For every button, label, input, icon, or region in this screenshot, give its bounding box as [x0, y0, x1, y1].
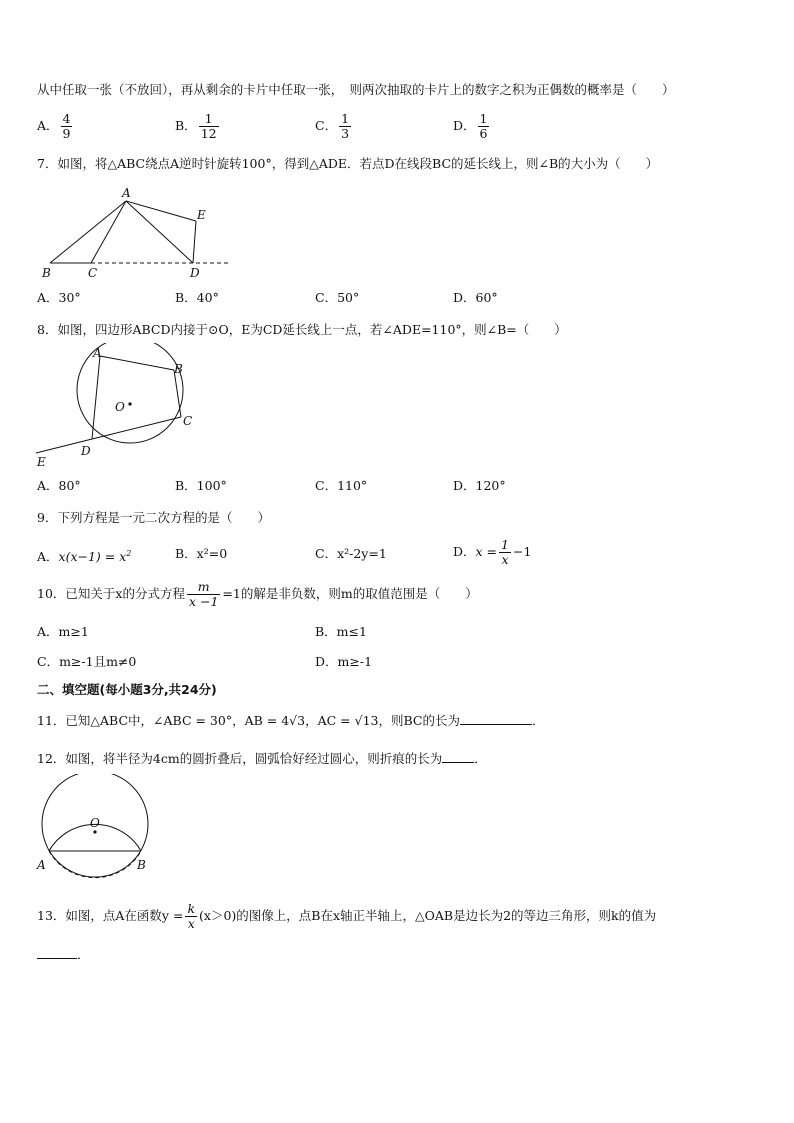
q10-fraction: $\frac{m}{x -1}$ [188, 579, 219, 609]
q6-option-b[interactable]: B． $\frac{1}{12}$ [175, 111, 217, 141]
q7-option-c[interactable]: C．50° [315, 290, 360, 305]
q7-stem: 7．如图，将△ABC绕点A逆时针旋转100°，得到△ADE．若点D在线段BC的延长线上，则∠B的大小为（ ） [37, 156, 659, 171]
q13-answer-blank[interactable] [37, 946, 77, 959]
q8-center-dot [128, 402, 131, 405]
q8-label-b: B [174, 362, 183, 376]
q8-label-o: O [115, 400, 125, 414]
q10-option-a[interactable]: A．m≥1 [37, 624, 89, 639]
q8-label-d: D [81, 444, 91, 458]
q6-option-a[interactable]: A． $\frac{4}{9}$ [37, 111, 71, 141]
q12-stem: 12．如图，将半径为4cm的圆折叠后，圆弧恰好经过圆心，则折痕的长为 ． [37, 751, 487, 766]
q8-line-ab [100, 356, 174, 370]
q12-label-a: A [37, 858, 46, 872]
q10-stem: 10．已知关于x的分式方程 $\frac{m}{x -1}$ =1的解是非负数，则m的取值范围是（ ） [37, 579, 478, 609]
q7-option-d[interactable]: D．60° [453, 290, 498, 305]
q7-line-ed [193, 221, 196, 263]
q8-option-d[interactable]: D．120° [453, 478, 506, 493]
q7-line-ca [91, 201, 126, 263]
q8-option-c[interactable]: C．110° [315, 478, 368, 493]
q8-label-e: E [37, 455, 46, 469]
q8-label-c: C [183, 414, 193, 428]
q12-dashed-arc [49, 851, 141, 878]
q8-option-a[interactable]: A．80° [37, 478, 81, 493]
q9-option-a[interactable]: A．$x(x-1) = x^2$ [37, 549, 132, 565]
q7-option-b[interactable]: B．40° [175, 290, 219, 305]
q12-label-o: O [90, 816, 100, 830]
q8-label-a: A [93, 346, 102, 360]
q11-stem: 11．已知△ABC中，∠ABC = 30°，AB = 4√3，AC = √13，则BC的长为 ． [37, 713, 545, 728]
q13-stem: 13．如图，点A在函数y = $\frac{k}{x}$ (x＞0)的图像上，点B在x轴正半轴上，△OAB是边长为2的等边三角形，则k的值为 [37, 901, 657, 931]
q6-b-fraction: $\frac{1}{12}$ [200, 111, 217, 141]
q10-option-b[interactable]: B．m≤1 [315, 624, 367, 639]
q11-answer-blank[interactable] [460, 712, 532, 725]
q12-figure [34, 774, 164, 880]
q7-label-e: E [197, 208, 206, 222]
q8-stem: 8．如图，四边形ABCD内接于⊙O，E为CD延长线上一点，若∠ADE=110°，则∠B=（ ） [37, 322, 567, 337]
q7-line-ba [50, 201, 126, 263]
q7-label-b: B [42, 266, 51, 280]
q8-option-b[interactable]: B．100° [175, 478, 227, 493]
q12-center-dot [93, 830, 96, 833]
q7-label-d: D [190, 266, 200, 280]
q12-answer-blank[interactable] [442, 750, 474, 763]
q9-option-c[interactable]: C．x²-2y=1 [315, 546, 387, 561]
q7-label-c: C [88, 266, 98, 280]
q6-c-fraction: $\frac{1}{3}$ [341, 111, 350, 141]
q10-option-c[interactable]: C．m≥-1且m≠0 [37, 654, 137, 669]
q9-option-b[interactable]: B．x²=0 [175, 546, 228, 561]
q9-d-fraction: $\frac{1}{x}$ [501, 537, 509, 567]
q8-line-da [92, 356, 100, 439]
q6-option-d[interactable]: D． $\frac{1}{6}$ [453, 111, 488, 141]
q12-label-b: B [137, 858, 146, 872]
q6-a-fraction: $\frac{4}{9}$ [62, 111, 71, 141]
q6-d-fraction: $\frac{1}{6}$ [479, 111, 488, 141]
q6-option-c[interactable]: C． $\frac{1}{3}$ [315, 111, 350, 141]
q13-answer-line: ． [37, 946, 90, 963]
q8-line-bc [174, 370, 181, 417]
section-heading-fill-in: 二、填空题(每小题3分,共24分) [37, 682, 217, 697]
q7-option-a[interactable]: A．30° [37, 290, 81, 305]
q9-stem: 9．下列方程是一元二次方程的是（ ） [37, 510, 270, 525]
q7-figure [36, 180, 236, 280]
q10-option-d[interactable]: D．m≥-1 [315, 654, 373, 669]
q8-figure [34, 343, 204, 473]
q6-stem: 从中任取一张（不放回），再从剩余的卡片中任取一张， 则两次抽取的卡片上的数字之积为正偶数的概率是（ ） [37, 82, 675, 97]
q7-label-a: A [122, 186, 131, 200]
q9-option-d[interactable]: D．x = $\frac{1}{x}$ −1 [453, 537, 532, 567]
q13-fraction: $\frac{k}{x}$ [187, 901, 196, 931]
